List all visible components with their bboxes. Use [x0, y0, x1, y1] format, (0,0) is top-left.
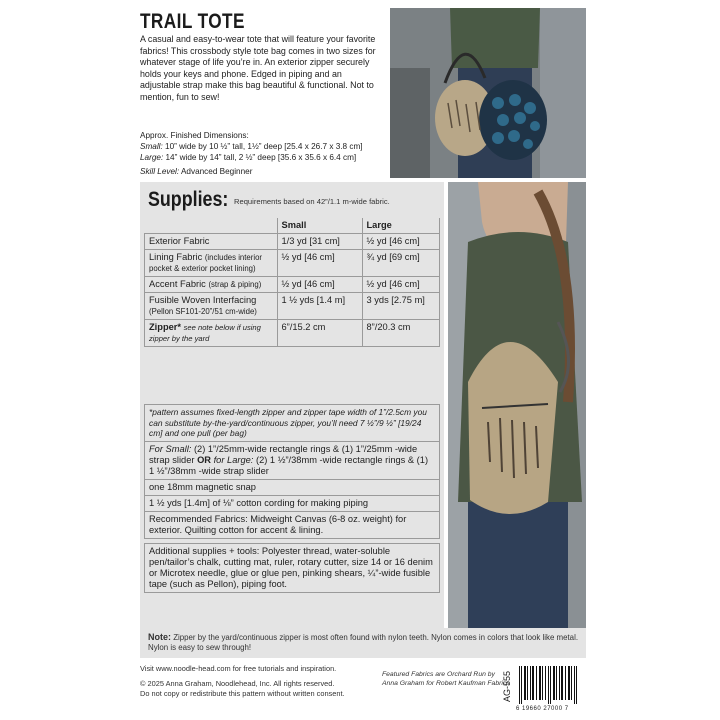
table-row: Accent Fabric (strap & piping) ½ yd [46 cm] ½ yd [46 cm] — [145, 277, 440, 293]
footer-visit-link[interactable]: Visit www.noodle-head.com for free tutorials and inspiration. — [140, 664, 337, 673]
photo-crossbody-tote — [448, 182, 586, 628]
photo-crossbody-tote-illustration — [448, 182, 586, 628]
supplies-table-header — [145, 218, 440, 234]
supplies-title: Supplies: — [148, 188, 229, 211]
supplies-extra-rows — [144, 404, 440, 593]
pattern-sku: AG-555 — [502, 670, 512, 702]
fabric-credit: Featured Fabrics are Orchard Run by Anna Graham for Robert Kaufman Fabrics — [382, 671, 510, 687]
footer-disclaimer: Do not copy or redistribute this pattern without written consent. — [140, 688, 345, 698]
skill-level: Skill Level: Advanced Beginner — [140, 167, 253, 176]
supplies-panel — [140, 182, 444, 628]
table-row: Exterior Fabric 1/3 yd [31 cm] ½ yd [46 cm] — [145, 234, 440, 250]
barcode-number: 6 19660 27000 7 — [516, 706, 569, 712]
pattern-description: A casual and easy-to-wear tote that will feature your favorite fabrics! This crossbody style tote bag comes in two sizes for whatever stage of life you’re in. An exterior zipper securely holds your keys and phone. Edged in piping and an adjustable strap make this bag beautiful & functional. Not to mention, fun to sew! — [140, 34, 376, 102]
footer-copyright: © 2025 Anna Graham, Noodlehead, Inc. All rights reserved. — [140, 679, 335, 689]
dimensions-large: Large: 14” wide by 14” tall, 2 ½” deep [35.6 x 35.6 x 6.4 cm] — [140, 153, 357, 162]
column-large: Large — [362, 218, 440, 234]
table-row: Zipper* see note below if using zipper by the yard 6”/15.2 cm 8”/20.3 cm — [145, 320, 440, 347]
photo-two-totes — [390, 8, 586, 178]
recommended-fabrics: Recommended Fabrics: Midweight Canvas (6-8 oz. weight) for exterior. Quilting cotton for accent & lining. — [144, 512, 440, 539]
additional-supplies: Additional supplies + tools: Polyester thread, water-soluble pen/tailor’s chalk, cutting mat, ruler, rotary cutter, size 14 or 16 denim or Microtex needle, glue or glue pen, pinking shears, ¼”-wide fusible tape (such as Pellon), piping foot. — [144, 543, 440, 593]
cotton-cording: 1 ½ yds [1.4m] of ⅛” cotton cording for making piping — [144, 496, 440, 512]
note-text: Note: Zipper by the yard/continuous zipper is most often found with nylon teeth. Nylon comes in colors that look like metal. Nylon is easy to sew through! — [148, 632, 579, 652]
table-row: Lining Fabric (includes interior pocket & exterior pocket lining) ½ yd [46 cm] ¾ yd [69 cm] — [145, 250, 440, 277]
column-small: Small — [277, 218, 362, 234]
note-box — [140, 628, 586, 658]
supplies-table — [144, 218, 440, 347]
rings-note: For Small: (2) 1”/25mm-wide rectangle rings & (1) 1”/25mm -wide strap slider OR for Large: (2) 1 ½”/38mm -wide rectangle rings & (1) 1 ½”/38mm -wide strap slider — [144, 442, 440, 480]
pattern-back-cover — [136, 8, 586, 716]
photo-two-totes-illustration — [390, 8, 586, 178]
magnetic-snap: one 18mm magnetic snap — [144, 480, 440, 496]
footer — [140, 664, 380, 698]
pattern-title: TRAIL TOTE — [140, 10, 245, 33]
barcode — [518, 666, 580, 704]
dimensions-heading: Approx. Finished Dimensions: — [140, 131, 249, 140]
table-row: Fusible Woven Interfacing (Pellon SF101-20”/51 cm-wide) 1 ½ yds [1.4 m] 3 yds [2.75 m] — [145, 293, 440, 320]
finished-dimensions — [140, 130, 390, 163]
supplies-requirements-note: Requirements based on 42”/1.1 m-wide fabric. — [234, 197, 390, 206]
zipper-note: *pattern assumes fixed-length zipper and zipper tape width of 1”/2.5cm you can substitute by-the-yard/continuous zipper, you’ll need 7 ½”/9 ½” [19/24 cm] and one pull (per bag) — [144, 404, 440, 442]
dimensions-small: Small: 10” wide by 10 ½” tall, 1½” deep [25.4 x 26.7 x 3.8 cm] — [140, 142, 363, 151]
